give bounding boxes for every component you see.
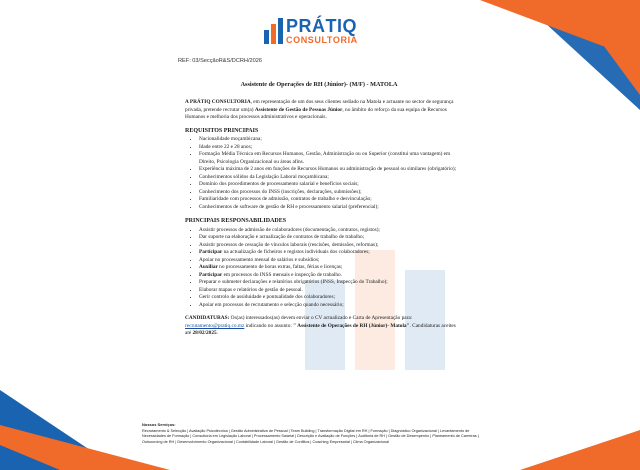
applications-paragraph — [185, 315, 463, 338]
responsibility-item — [199, 264, 463, 272]
responsibility-item-verb: Participar — [199, 271, 223, 278]
requirement-item: • Conhecimentos de software de gestão de RH e processamento salarial (preferencial); — [199, 204, 463, 212]
intro-paragraph — [185, 99, 463, 122]
logo-name: PRÁTIQ — [286, 16, 358, 36]
position-name: Assistente de Gestão de Pessoas Júnior — [254, 106, 343, 113]
responsibility-item — [199, 287, 463, 295]
responsibility-item-text: no processamento de horas extras, faltas, férias e licenças; — [217, 264, 343, 271]
responsibility-item-text: Dar suporte na elaboração e actualização de contratos de trabalho de trabalho; — [199, 234, 365, 241]
logo-subtitle: CONSULTORIA — [286, 35, 358, 45]
requirement-item: • Experiência máxima de 2 anos em funções de Recursos Humanos ou administração de pessoal ou similares (obrigatório); — [199, 166, 463, 174]
responsibility-item — [199, 302, 463, 310]
requirement-item: • Idade entre 22 e 28 anos; — [199, 144, 463, 152]
applications-text-a: Os(as) interessados(as) devem enviar o CV actualizado e Carta de Apresentação para: — [229, 315, 413, 322]
responsibility-item-text: Assistir processos de cessação de vínculos laborais (rescisões, demissões, reformas); — [199, 241, 379, 248]
application-subject: " Assistente de Operações de RH (Júnior)- Matola" — [293, 322, 410, 329]
requirement-item: • Conhecimento dos processos do INSS (inscrições, declarações, submissões); — [199, 189, 463, 197]
responsibility-item-text: em processos do INSS mensais e inspecção de trabalho. — [222, 271, 342, 278]
corner-decoration-orange-inner — [570, 0, 640, 95]
company-name: A PRÁTIQ CONSULTORIA — [185, 99, 251, 105]
responsibility-item-text: Assistir processos de admissão de colaboradores (documentação, contratos, registos); — [199, 226, 380, 233]
responsibility-item-text: Elaborar mapas e relatórios de gestão de pessoal. — [199, 286, 303, 293]
responsibilities-heading: PRINCIPAIS RESPONSABILIDADES — [185, 218, 287, 225]
services-heading: Nossos Serviços: — [142, 422, 176, 427]
responsibility-item-text: Apoiar em processos de recrutamento e selecção quando necessário; — [199, 301, 344, 308]
intro-text-b: , no âmbito do reforço da sua equipa de Recursos Humanos e melhoria dos processos administrativos e operacionais. — [185, 106, 447, 121]
requirement-item: • Formação Média Técnica em Recursos Humanos, Gestão, Administração ou ou Superior (constitui uma vantagem) em Direito, Psicologia Organizacional ou áreas afins. — [199, 151, 463, 166]
intro-text-a: , em representação de um dos seus clientes sediado na Matola e actuante no sector de segurança privada, pretende recrutar um(a) — [185, 99, 454, 113]
responsibility-item — [199, 279, 463, 287]
application-deadline: 28/02/2025 — [192, 330, 217, 337]
responsibility-item-text: Preparar e submeter declarações e relatórios obrigatórios (INSS, Inspecção do Trabalho); — [199, 279, 388, 286]
applications-text-c: . Candidaturas aceites até — [185, 322, 456, 337]
requirements-heading: REQUISITOS PRINCIPAIS — [185, 127, 259, 134]
responsibilities-list — [185, 227, 463, 310]
responsibility-item — [199, 249, 463, 257]
responsibility-item-verb: Participar — [199, 249, 223, 256]
job-posting-body — [185, 99, 463, 343]
reference-number: REF: 03/SecçãoR&S/DCRH/2026 — [178, 58, 262, 64]
responsibility-item-text: Gerir controlo de assiduidade e pontualidade dos colaboradores; — [199, 294, 336, 301]
corner-decoration-blue-bottom-inner — [0, 445, 60, 470]
corner-decoration-orange-bottom-right — [520, 430, 640, 470]
applications-text-d: . — [216, 330, 218, 337]
page-title: Assistente de Operações de RH (Júnior)- (M/F) - MATOLA — [240, 81, 398, 88]
applications-text-b: indicando no assunto: — [244, 322, 294, 329]
requirements-list — [185, 136, 463, 211]
responsibility-item — [199, 294, 463, 302]
responsibility-item — [199, 234, 463, 242]
application-email-link[interactable]: recrutamento@pratiq.co.mz — [185, 322, 245, 329]
requirement-item: • Familiaridade com processos de admissão, contratos de trabalho e desvinculação; — [199, 196, 463, 204]
requirement-item: • Nacionalidade moçambicana; — [199, 136, 463, 144]
requirement-item: • Domínio dos procedimentos de processamento salarial e benefícios sociais; — [199, 181, 463, 189]
applications-heading: CANDIDATURAS: — [185, 315, 230, 322]
responsibility-item — [199, 227, 463, 235]
responsibility-item-verb: Auxiliar — [199, 264, 218, 271]
requirement-item: • Conhecimentos sólidos da Legislação Laboral moçambicana; — [199, 174, 463, 182]
services-footer — [142, 422, 487, 445]
responsibility-item-text: na actualização de ficheiros e registos individuais dos colaboradores; — [222, 249, 370, 256]
services-list: Recrutamento & Selecção | Avaliação Psicotécnica | Gestão Administrativa de Pessoal | Team Building | Transformação Digital em RH | Formação | Diagnóstico Organizacional | Levantamento de Necessidades de Formação | Consultoria em Legislação Laboral | Processamento Salarial | Descrição e Avaliação de Funções | Auditoria de RH | Gestão de Desempenho | Planeamento de Carreiras | Outsourcing de RH | Desenvolvimento Organizacional | Contabilidade Laboral | Gestão de Conflitos | Coaching Empresarial | Clima Organizacional — [142, 428, 479, 444]
responsibility-item-text: Apoiar no processamento mensal de salários e subsídios; — [199, 256, 320, 263]
